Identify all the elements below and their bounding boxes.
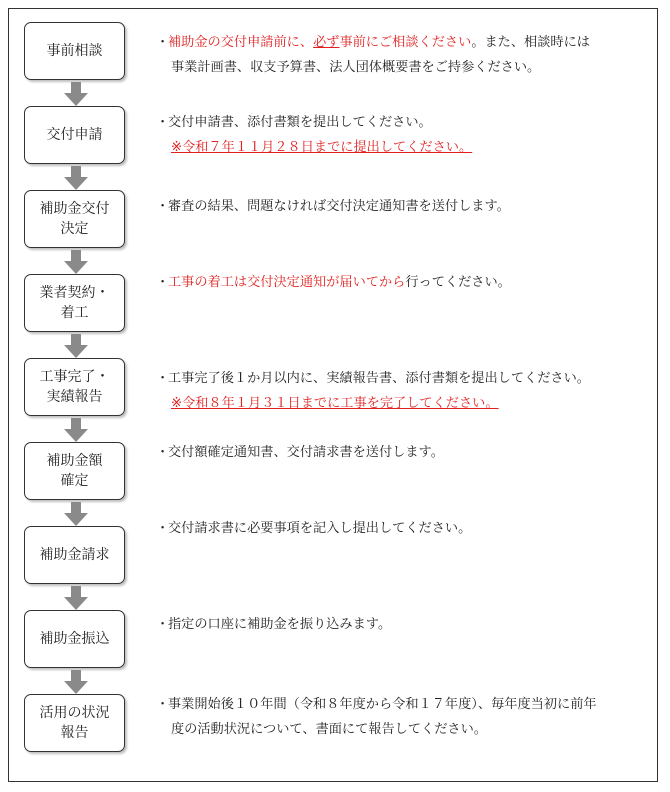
step-label-line1: 補助金交付: [39, 201, 110, 217]
desc-red-text: 補助金の交付申請前に、: [168, 35, 314, 50]
step-box-usage-report: [24, 694, 125, 752]
step-desc-consultation: [156, 30, 651, 80]
step-label-line1: 活用の状況: [39, 705, 110, 721]
step-box-amount-confirmed: [24, 442, 125, 500]
desc-text: 交付請求書に必要事項を記入し提出してください。: [168, 521, 472, 536]
step-label: 補助金請求: [39, 547, 110, 563]
desc-text: 交付額確定通知書、交付請求書を送付します。: [168, 445, 444, 460]
step-label-line2: 実績報告: [46, 389, 103, 405]
down-arrow-icon: [64, 586, 88, 610]
step-box-grant-decision: [24, 190, 125, 248]
step-desc-application: [156, 110, 651, 160]
step-box-consultation: [24, 22, 125, 80]
down-arrow-icon: [64, 166, 88, 190]
bullet: ・: [156, 275, 170, 290]
step-box-grant-transfer: [24, 610, 125, 668]
bullet: ・: [156, 617, 170, 632]
step-label-line1: 業者契約・: [39, 285, 110, 301]
desc-text: 事業開始後１０年間（令和８年度から令和１７年度）、毎年度当初に前年: [168, 697, 597, 712]
desc-text: 行ってください。: [405, 275, 511, 290]
desc-text: 指定の口座に補助金を振り込みます。: [168, 617, 392, 632]
down-arrow-icon: [64, 82, 88, 106]
step-label-line2: 確定: [60, 473, 89, 489]
step-box-application: [24, 106, 125, 164]
desc-text: 。また、相談時には: [471, 35, 590, 50]
bullet: ・: [156, 35, 170, 50]
desc-text-line2: 度の活動状況について、書面にて報告してください。: [171, 722, 487, 737]
step-label-line2: 決定: [60, 221, 89, 237]
step-desc-usage-report: [156, 692, 651, 742]
desc-text-line2: 事業計画書、収支予算書、法人団体概要書をご持参ください。: [171, 60, 541, 75]
bullet: ・: [156, 199, 170, 214]
desc-text: 工事完了後１か月以内に、実績報告書、添付書類を提出してください。: [168, 371, 590, 386]
step-label: 補助金振込: [39, 631, 110, 647]
deadline-note: ※令和８年１月３１日までに工事を完了してください。: [171, 396, 499, 411]
step-label-line1: 工事完了・: [39, 369, 110, 385]
bullet: ・: [156, 115, 170, 130]
step-desc-contract-start: [156, 270, 651, 295]
step-desc-amount-confirmed: [156, 440, 651, 465]
down-arrow-icon: [64, 670, 88, 694]
bullet: ・: [156, 697, 170, 712]
step-desc-grant-request: [156, 516, 651, 541]
bullet: ・: [156, 371, 170, 386]
down-arrow-icon: [64, 502, 88, 526]
step-label-line2: 着工: [60, 305, 89, 321]
step-desc-grant-transfer: [156, 612, 651, 637]
desc-text: 交付申請書、添付書類を提出してください。: [168, 115, 432, 130]
step-desc-grant-decision: [156, 194, 651, 219]
down-arrow-icon: [64, 334, 88, 358]
step-label: 交付申請: [46, 127, 103, 143]
desc-red-text: 工事の着工は交付決定通知が届いてから: [168, 275, 406, 290]
step-label-line2: 報告: [60, 725, 89, 741]
bullet: ・: [156, 445, 170, 460]
step-box-grant-request: [24, 526, 125, 584]
step-label-line1: 補助金額: [46, 453, 103, 469]
bullet: ・: [156, 521, 170, 536]
deadline-note: ※令和７年１１月２８日までに提出してください。: [171, 140, 473, 155]
step-box-contract-start: [24, 274, 125, 332]
desc-red-text: 事前にご相談ください: [339, 35, 472, 50]
desc-red-underline-text: 必ず: [313, 35, 340, 50]
desc-text: 審査の結果、問題なければ交付決定通知書を送付します。: [168, 199, 510, 214]
down-arrow-icon: [64, 418, 88, 442]
down-arrow-icon: [64, 250, 88, 274]
step-box-completion-report: [24, 358, 125, 416]
step-label: 事前相談: [46, 43, 103, 59]
step-desc-completion-report: [156, 366, 651, 416]
